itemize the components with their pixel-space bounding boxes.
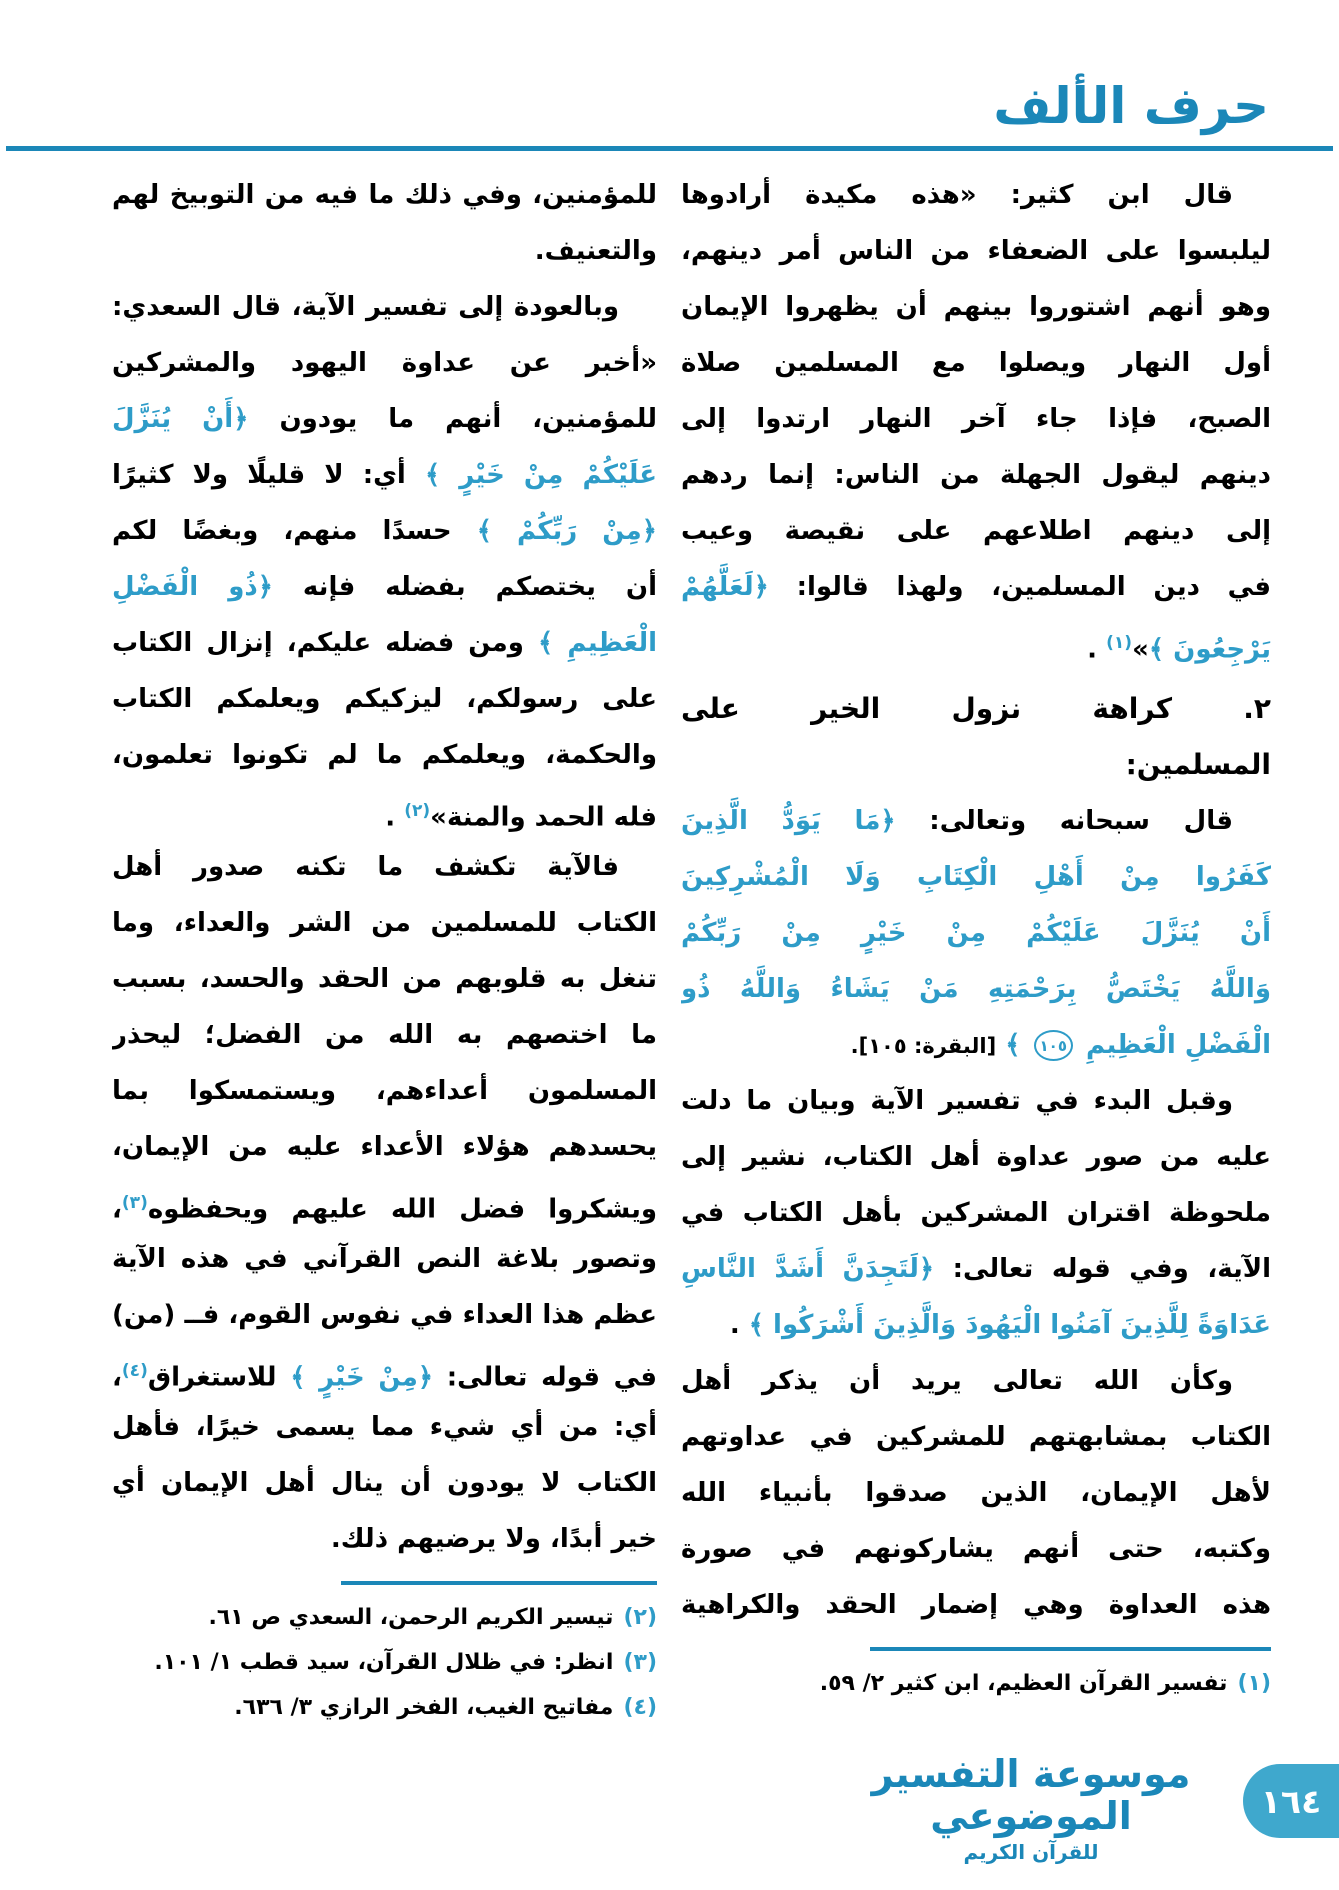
text-line [112,1399,657,1455]
body-text: حسدًا منهم، وبغضًا لكم [112,516,477,546]
footnote-divider [870,1647,1271,1651]
quran-text: ﴾ [996,1030,1030,1060]
right-column [681,167,1271,1706]
body-text: في قوله تعالى: [433,1362,657,1393]
text-line [112,1119,657,1175]
body-text: هذه العداوة وهي إضمار الحقد والكراهية [681,1590,1271,1620]
body-text: خير أبدًا، ولا يرضيهم ذلك. [330,1524,657,1554]
text-line [112,1063,657,1119]
body-text: أي: من أي شيء مما يسمى خيرًا، فأهل [112,1412,657,1442]
footnote-text: مفاتيح الغيب، الفخر الرازي ٣/ ٦٣٦. [234,1695,614,1720]
section-heading [681,681,1271,737]
text-line [112,1231,657,1287]
body-text: الصبح، فإذا جاء آخر النهار ارتدوا إلى [681,404,1271,434]
quran-text: ﴿أَنْ يُنَزَّلَ [112,404,249,434]
text-line [112,783,657,839]
text-line [681,167,1271,223]
page-number: ١٦٤ [1260,1781,1322,1821]
publisher-logo [871,1754,1191,1864]
text-line [112,559,657,615]
footnote [112,1595,657,1640]
text-line [681,1073,1271,1129]
body-text: يحسدهم هؤلاء الأعداء عليه من الإيمان، [112,1132,657,1162]
body-text: وكتبه، حتى أنهم يشاركونهم في صورة [681,1534,1271,1564]
text-line [112,1511,657,1567]
text-line [112,1455,657,1511]
footnote-number: (١) [1237,1671,1271,1696]
footnote [112,1685,657,1730]
text-line [681,1353,1271,1409]
text-line [112,951,657,1007]
body-text: أول النهار ويصلوا مع المسلمين صلاة [681,348,1271,378]
text-line [681,615,1271,671]
text-line [681,1129,1271,1185]
chapter-title: حرف الألف [993,77,1269,135]
body-text: للاستغراق [147,1362,291,1393]
left-footnotes [112,1581,657,1730]
text-line [681,391,1271,447]
text-line [681,559,1271,615]
footnote-text: انظر: في ظلال القرآن، سيد قطب ١/ ١٠١. [154,1650,614,1675]
body-text: الكتاب لا يودون أن ينال أهل الإيمان أي [112,1468,657,1498]
body-text: . [385,802,405,833]
quran-text: ﴿لَعَلَّهُمْ [681,572,769,602]
quran-text: وَاللَّهُ يَخْتَصُّ بِرَحْمَتِهِ مَنْ يَشَاءُ وَاللَّهُ ذُو [681,974,1271,1004]
text-line [112,447,657,503]
body-text: ، [112,1194,122,1225]
text-line [112,839,657,895]
quran-text: كَفَرُوا مِنْ أَهْلِ الْكِتَابِ وَلَا الْمُشْرِكِينَ [681,862,1271,892]
text-line [681,1465,1271,1521]
text-columns [0,151,1339,1730]
footnote-divider [341,1581,657,1585]
body-text: للمؤمنين، أنهم ما يودون [248,404,657,434]
footnote [112,1640,657,1685]
body-text: تنغل به قلوبهم من الحقد والحسد، بسبب [112,964,657,994]
footnote-ref: (٣) [121,1193,148,1213]
left-column [112,167,657,1730]
quran-text: ﴿مَا يَوَدُّ الَّذِينَ [681,806,896,836]
body-text: في دين المسلمين، ولهذا قالوا: [768,572,1271,602]
text-line [112,279,657,335]
text-line [112,1343,657,1399]
body-text: ما اختصهم به الله من الفضل؛ ليحذر [112,1020,657,1050]
body-text: . [729,1310,749,1340]
verse-reference: [البقرة: ١٠٥]. [850,1034,997,1058]
body-text: ملحوظة اقتران المشركين بأهل الكتاب في [681,1198,1271,1228]
body-text: وكأن الله تعالى يريد أن يذكر أهل [681,1366,1233,1396]
text-line [681,1185,1271,1241]
body-text: على رسولكم، ليزكيكم ويعلمكم الكتاب [112,684,657,714]
body-text: قال ابن كثير: «هذه مكيدة أرادوها [681,180,1233,210]
text-line [681,335,1271,391]
body-text: وتصور بلاغة النص القرآني في هذه الآية [112,1244,657,1274]
text-line [112,1007,657,1063]
text-line [681,1577,1271,1633]
body-text: . [1087,634,1107,665]
left-column-text [112,167,657,1567]
quran-text: الْفَضْلِ الْعَظِيمِ [1077,1030,1271,1060]
quran-text: الْعَظِيمِ ﴾ [538,628,657,658]
text-line [112,671,657,727]
footnote-ref: (٤) [121,1361,148,1381]
right-footnotes [681,1647,1271,1706]
text-line [681,1521,1271,1577]
body-text: المسلمون أعداءهم، ويستمسكوا بما [112,1076,657,1106]
body-text: ومن فضله عليكم، إنزال الكتاب [112,628,539,658]
ayah-number: ١٠٥ [1034,1030,1073,1061]
right-column-text [681,167,1271,1633]
text-line [112,1287,657,1343]
footnote [681,1661,1271,1706]
body-text: فالآية تكشف ما تكنه صدور أهل [112,852,619,882]
quran-text: يَرْجِعُونَ ﴾ [1148,634,1271,665]
text-line [681,223,1271,279]
body-text: قال سبحانه وتعالى: [895,806,1233,836]
text-line [112,391,657,447]
text-line [681,849,1271,905]
text-line [681,793,1271,849]
text-line [681,1409,1271,1465]
footnote-number: (٢) [623,1605,657,1630]
quran-text: ﴿لَتَجِدَنَّ أَشَدَّ النَّاسِ [681,1254,935,1284]
body-text: ليلبسوا على الضعفاء من الناس أمر دينهم، [681,236,1271,266]
publisher-logo-subtitle: للقرآن الكريم [963,1840,1099,1864]
body-text: » [1132,634,1149,665]
body-text: والتعنيف. [534,236,657,266]
quran-text: عَلَيْكُمْ مِنْ خَيْرٍ ﴾ [424,460,657,490]
text-line [112,727,657,783]
body-text: وبالعودة إلى تفسير الآية، قال السعدي: [112,292,619,322]
text-line [681,1017,1271,1073]
text-line [681,1297,1271,1353]
body-text: فله الحمد والمنة» [430,802,657,833]
body-text: المسلمين: [1125,748,1271,781]
body-text: ٢. كراهة نزول الخير على [681,692,1271,725]
footnote-text: تيسير الكريم الرحمن، السعدي ص ٦١. [208,1605,614,1630]
body-text: الآية، وفي قوله تعالى: [934,1254,1271,1284]
text-line [681,905,1271,961]
body-text: للمؤمنين، وفي ذلك ما فيه من التوبيخ لهم [112,180,657,210]
quran-text: ﴿مِنْ خَيْرٍ ﴾ [290,1362,434,1393]
page-header [0,0,1339,136]
body-text: ويشكروا فضل الله عليهم ويحفظوه [147,1194,657,1225]
text-line [112,1175,657,1231]
text-line [681,503,1271,559]
body-text: أي: لا قليلًا ولا كثيرًا [112,460,425,490]
text-line [112,167,657,223]
right-footnote-list [681,1661,1271,1706]
body-text: دينهم ليقول الجهلة من الناس: إنما ردهم [681,460,1271,490]
quran-text: ﴿مِنْ رَبِّكُمْ ﴾ [476,516,657,546]
footnote-number: (٣) [623,1650,657,1675]
body-text: الكتاب للمسلمين من الشر والعداء، وما [112,908,657,938]
body-text: ، [112,1362,122,1393]
footnote-text: تفسير القرآن العظيم، ابن كثير ٢/ ٥٩. [819,1671,1228,1696]
page-number-badge [1243,1764,1339,1838]
footnote-ref: (١) [1106,633,1133,653]
text-line [112,503,657,559]
body-text: وقبل البدء في تفسير الآية وبيان ما دلت [681,1086,1233,1116]
body-text: الكتاب بمشابهتهم للمشركين في عداوتهم [681,1422,1271,1452]
left-footnote-list [112,1595,657,1730]
body-text: أن يختصكم بفضله فإنه [272,572,657,602]
text-line [112,223,657,279]
quran-text: ﴿ذُو الْفَضْلِ [112,572,273,602]
text-line [681,1241,1271,1297]
body-text: عليه من صور عداوة أهل الكتاب، نشير إلى [681,1142,1271,1172]
body-text: «أخبر عن عداوة اليهود والمشركين [112,348,657,378]
body-text: لأهل الإيمان، الذين صدقوا بأنبياء الله [681,1478,1271,1508]
body-text: عظم هذا العداء في نفوس القوم، فــ (من) [112,1300,657,1330]
section-heading [681,737,1271,793]
text-line [112,895,657,951]
body-text: والحكمة، ويعلمكم ما لم تكونوا تعلمون، [112,740,657,770]
quran-text: عَدَاوَةً لِلَّذِينَ آمَنُوا الْيَهُودَ وَالَّذِينَ أَشْرَكُوا ﴾ [748,1310,1271,1340]
footnote-number: (٤) [623,1695,657,1720]
body-text: وهو أنهم اشتوروا بينهم أن يظهروا الإيمان [681,292,1271,322]
text-line [112,615,657,671]
publisher-logo-title: موسوعة التفسير الموضوعي [871,1752,1191,1839]
body-text: إلى دينهم اطلاعهم على نقيصة وعيب [681,516,1271,546]
quran-text: أَنْ يُنَزَّلَ عَلَيْكُمْ مِنْ خَيْرٍ مِنْ رَبِّكُمْ [681,918,1271,948]
text-line [681,447,1271,503]
text-line [681,279,1271,335]
text-line [112,335,657,391]
text-line [681,961,1271,1017]
footnote-ref: (٢) [404,801,431,821]
